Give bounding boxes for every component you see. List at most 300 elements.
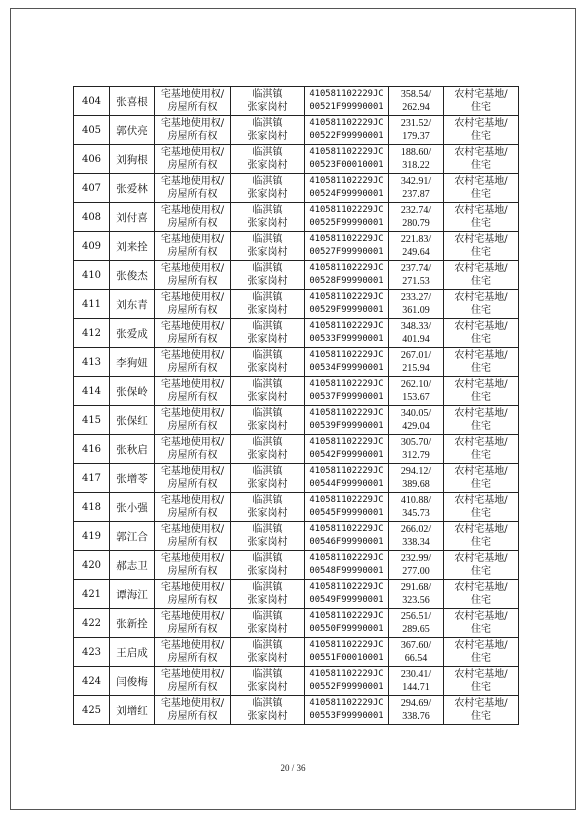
area-cell — [389, 667, 444, 696]
right-type-line-2: 房屋所有权 — [167, 131, 218, 142]
parcel-code-line-2: 00548F99990001 — [309, 566, 384, 576]
area-cell — [389, 261, 444, 290]
parcel-code-line-2: 00524F99990001 — [309, 189, 384, 199]
right-type-line-1: 宅基地使用权/ — [160, 553, 225, 564]
location-line-2: 张家岗村 — [247, 653, 288, 664]
right-type-cell — [155, 87, 231, 116]
location-line-2: 张家岗村 — [247, 247, 288, 258]
location-line-1: 临淇镇 — [252, 234, 283, 245]
land-use-cell — [444, 290, 519, 319]
location-line-2: 张家岗村 — [247, 276, 288, 287]
row-number-cell: 404 — [74, 87, 110, 116]
land-use-line-1: 农村宅基地/ — [454, 408, 508, 419]
land-use-line-1: 农村宅基地/ — [454, 205, 508, 216]
area-cell — [389, 696, 444, 725]
parcel-code-line-1: 410581102229JC — [309, 408, 384, 418]
land-use-line-1: 农村宅基地/ — [454, 698, 508, 709]
area-line-1: 410.88/ — [400, 495, 432, 506]
right-type-line-1: 宅基地使用权/ — [160, 437, 225, 448]
parcel-code-cell — [305, 261, 389, 290]
right-type-line-2: 房屋所有权 — [167, 566, 218, 577]
row-number-cell: 417 — [74, 464, 110, 493]
area-cell — [389, 116, 444, 145]
parcel-code-line-2: 00523F00010001 — [309, 160, 384, 170]
land-use-line-2: 住宅 — [471, 624, 491, 635]
area-cell — [389, 319, 444, 348]
right-type-line-2: 房屋所有权 — [167, 479, 218, 490]
right-type-line-2: 房屋所有权 — [167, 189, 218, 200]
parcel-code-cell — [305, 435, 389, 464]
area-line-1: 262.10/ — [400, 379, 432, 390]
location-line-1: 临淇镇 — [252, 524, 283, 535]
table-row — [74, 319, 519, 348]
location-line-1: 临淇镇 — [252, 263, 283, 274]
registration-table — [73, 86, 519, 725]
area-line-2: 389.68 — [402, 479, 430, 490]
land-use-line-2: 住宅 — [471, 595, 491, 606]
row-number-cell: 425 — [74, 696, 110, 725]
area-line-2: 429.04 — [402, 421, 430, 432]
parcel-code-line-2: 00551F00010001 — [309, 653, 384, 663]
row-number-cell: 406 — [74, 145, 110, 174]
land-use-line-1: 农村宅基地/ — [454, 495, 508, 506]
right-type-cell — [155, 377, 231, 406]
area-cell — [389, 87, 444, 116]
right-type-cell — [155, 638, 231, 667]
land-use-line-1: 农村宅基地/ — [454, 89, 508, 100]
right-type-line-2: 房屋所有权 — [167, 247, 218, 258]
right-type-line-2: 房屋所有权 — [167, 653, 218, 664]
area-line-1: 237.74/ — [400, 263, 432, 274]
row-number-cell: 413 — [74, 348, 110, 377]
land-use-line-2: 住宅 — [471, 160, 491, 171]
table-body — [74, 87, 519, 725]
row-number-cell: 421 — [74, 580, 110, 609]
area-line-1: 348.33/ — [400, 321, 432, 332]
area-cell — [389, 493, 444, 522]
page-number: 20 / 36 — [280, 763, 306, 773]
right-type-line-1: 宅基地使用权/ — [160, 234, 225, 245]
owner-name-cell: 刘狗根 — [110, 145, 155, 174]
parcel-code-line-1: 410581102229JC — [309, 466, 384, 476]
land-use-cell — [444, 319, 519, 348]
land-use-line-1: 农村宅基地/ — [454, 379, 508, 390]
right-type-line-1: 宅基地使用权/ — [160, 176, 225, 187]
land-use-line-2: 住宅 — [471, 102, 491, 113]
area-line-2: 338.34 — [402, 537, 430, 548]
parcel-code-cell — [305, 319, 389, 348]
right-type-cell — [155, 609, 231, 638]
table-row — [74, 116, 519, 145]
parcel-code-line-1: 410581102229JC — [309, 234, 384, 244]
table-row — [74, 551, 519, 580]
location-cell — [231, 87, 305, 116]
location-line-2: 张家岗村 — [247, 537, 288, 548]
row-number-cell: 409 — [74, 232, 110, 261]
right-type-line-1: 宅基地使用权/ — [160, 611, 225, 622]
land-use-line-2: 住宅 — [471, 305, 491, 316]
location-cell — [231, 493, 305, 522]
land-use-line-1: 农村宅基地/ — [454, 669, 508, 680]
right-type-line-1: 宅基地使用权/ — [160, 582, 225, 593]
area-line-2: 262.94 — [402, 102, 430, 113]
area-line-2: 345.73 — [402, 508, 430, 519]
table-row — [74, 203, 519, 232]
location-line-2: 张家岗村 — [247, 682, 288, 693]
land-use-cell — [444, 667, 519, 696]
owner-name-cell: 张喜根 — [110, 87, 155, 116]
location-cell — [231, 551, 305, 580]
location-line-2: 张家岗村 — [247, 624, 288, 635]
location-cell — [231, 464, 305, 493]
location-line-2: 张家岗村 — [247, 566, 288, 577]
row-number-cell: 412 — [74, 319, 110, 348]
right-type-line-2: 房屋所有权 — [167, 508, 218, 519]
area-cell — [389, 290, 444, 319]
parcel-code-cell — [305, 493, 389, 522]
owner-name-cell: 李狗妞 — [110, 348, 155, 377]
land-use-line-2: 住宅 — [471, 392, 491, 403]
land-use-cell — [444, 464, 519, 493]
area-cell — [389, 551, 444, 580]
parcel-code-line-1: 410581102229JC — [309, 89, 384, 99]
land-use-line-1: 农村宅基地/ — [454, 350, 508, 361]
parcel-code-line-2: 00539F99990001 — [309, 421, 384, 431]
area-line-1: 256.51/ — [400, 611, 432, 622]
table-row — [74, 580, 519, 609]
right-type-line-2: 房屋所有权 — [167, 305, 218, 316]
location-cell — [231, 145, 305, 174]
right-type-cell — [155, 145, 231, 174]
area-line-1: 221.83/ — [400, 234, 432, 245]
parcel-code-line-1: 410581102229JC — [309, 118, 384, 128]
owner-name-cell: 刘东青 — [110, 290, 155, 319]
area-cell — [389, 377, 444, 406]
land-use-line-2: 住宅 — [471, 566, 491, 577]
parcel-code-line-2: 00552F99990001 — [309, 682, 384, 692]
location-line-1: 临淇镇 — [252, 292, 283, 303]
location-line-1: 临淇镇 — [252, 669, 283, 680]
land-use-line-1: 农村宅基地/ — [454, 234, 508, 245]
area-line-2: 237.87 — [402, 189, 430, 200]
land-use-cell — [444, 116, 519, 145]
parcel-code-line-1: 410581102229JC — [309, 176, 384, 186]
location-cell — [231, 609, 305, 638]
location-cell — [231, 435, 305, 464]
right-type-cell — [155, 290, 231, 319]
land-use-cell — [444, 609, 519, 638]
location-line-2: 张家岗村 — [247, 711, 288, 722]
parcel-code-line-1: 410581102229JC — [309, 640, 384, 650]
area-line-1: 233.27/ — [400, 292, 432, 303]
area-line-1: 266.02/ — [400, 524, 432, 535]
row-number-cell: 407 — [74, 174, 110, 203]
area-line-1: 291.68/ — [400, 582, 432, 593]
area-line-1: 230.41/ — [400, 669, 432, 680]
location-line-1: 临淇镇 — [252, 176, 283, 187]
area-cell — [389, 145, 444, 174]
location-line-1: 临淇镇 — [252, 118, 283, 129]
parcel-code-cell — [305, 609, 389, 638]
row-number-cell: 410 — [74, 261, 110, 290]
location-line-1: 临淇镇 — [252, 698, 283, 709]
table-row — [74, 174, 519, 203]
owner-name-cell: 张爱成 — [110, 319, 155, 348]
owner-name-cell: 郝志卫 — [110, 551, 155, 580]
parcel-code-cell — [305, 203, 389, 232]
parcel-code-cell — [305, 290, 389, 319]
parcel-code-line-2: 00528F99990001 — [309, 276, 384, 286]
right-type-cell — [155, 406, 231, 435]
area-line-1: 367.60/ — [400, 640, 432, 651]
right-type-line-1: 宅基地使用权/ — [160, 408, 225, 419]
owner-name-cell: 张秋启 — [110, 435, 155, 464]
row-number-cell: 418 — [74, 493, 110, 522]
parcel-code-line-1: 410581102229JC — [309, 524, 384, 534]
land-use-line-1: 农村宅基地/ — [454, 147, 508, 158]
land-use-line-1: 农村宅基地/ — [454, 176, 508, 187]
parcel-code-line-1: 410581102229JC — [309, 437, 384, 447]
land-use-line-1: 农村宅基地/ — [454, 263, 508, 274]
location-line-1: 临淇镇 — [252, 408, 283, 419]
area-line-2: 215.94 — [402, 363, 430, 374]
owner-name-cell: 张新拴 — [110, 609, 155, 638]
parcel-code-cell — [305, 551, 389, 580]
area-line-1: 231.52/ — [400, 118, 432, 129]
owner-name-cell: 张小强 — [110, 493, 155, 522]
row-number-cell: 405 — [74, 116, 110, 145]
right-type-line-1: 宅基地使用权/ — [160, 379, 225, 390]
area-line-2: 401.94 — [402, 334, 430, 345]
land-use-line-1: 农村宅基地/ — [454, 292, 508, 303]
location-cell — [231, 232, 305, 261]
area-cell — [389, 203, 444, 232]
right-type-line-1: 宅基地使用权/ — [160, 89, 225, 100]
area-cell — [389, 232, 444, 261]
right-type-line-1: 宅基地使用权/ — [160, 698, 225, 709]
location-line-2: 张家岗村 — [247, 363, 288, 374]
area-line-1: 294.69/ — [400, 698, 432, 709]
table-row — [74, 145, 519, 174]
land-use-line-2: 住宅 — [471, 189, 491, 200]
parcel-code-line-2: 00521F99990001 — [309, 102, 384, 112]
parcel-code-line-2: 00534F99990001 — [309, 363, 384, 373]
right-type-line-2: 房屋所有权 — [167, 537, 218, 548]
parcel-code-line-2: 00537F99990001 — [309, 392, 384, 402]
parcel-code-cell — [305, 377, 389, 406]
land-use-cell — [444, 580, 519, 609]
right-type-line-1: 宅基地使用权/ — [160, 466, 225, 477]
location-cell — [231, 348, 305, 377]
area-cell — [389, 406, 444, 435]
parcel-code-line-1: 410581102229JC — [309, 205, 384, 215]
location-cell — [231, 261, 305, 290]
location-line-1: 临淇镇 — [252, 350, 283, 361]
location-cell — [231, 290, 305, 319]
land-use-line-1: 农村宅基地/ — [454, 437, 508, 448]
table-row — [74, 87, 519, 116]
location-line-2: 张家岗村 — [247, 421, 288, 432]
land-use-line-2: 住宅 — [471, 653, 491, 664]
table-row — [74, 435, 519, 464]
table-row — [74, 406, 519, 435]
location-line-2: 张家岗村 — [247, 305, 288, 316]
parcel-code-line-1: 410581102229JC — [309, 553, 384, 563]
right-type-cell — [155, 116, 231, 145]
right-type-line-2: 房屋所有权 — [167, 102, 218, 113]
area-line-2: 289.65 — [402, 624, 430, 635]
right-type-line-2: 房屋所有权 — [167, 218, 218, 229]
area-line-2: 66.54 — [404, 653, 428, 664]
owner-name-cell: 谭海江 — [110, 580, 155, 609]
land-use-line-2: 住宅 — [471, 711, 491, 722]
right-type-line-2: 房屋所有权 — [167, 624, 218, 635]
parcel-code-cell — [305, 145, 389, 174]
parcel-code-line-1: 410581102229JC — [309, 669, 384, 679]
parcel-code-line-1: 410581102229JC — [309, 379, 384, 389]
area-line-2: 323.56 — [402, 595, 430, 606]
owner-name-cell: 王启成 — [110, 638, 155, 667]
parcel-code-line-2: 00550F99990001 — [309, 624, 384, 634]
land-use-cell — [444, 145, 519, 174]
land-use-cell — [444, 435, 519, 464]
location-line-2: 张家岗村 — [247, 218, 288, 229]
location-line-1: 临淇镇 — [252, 553, 283, 564]
right-type-cell — [155, 261, 231, 290]
location-line-1: 临淇镇 — [252, 640, 283, 651]
area-line-1: 342.91/ — [400, 176, 432, 187]
table-row — [74, 377, 519, 406]
area-line-2: 361.09 — [402, 305, 430, 316]
area-cell — [389, 174, 444, 203]
location-line-2: 张家岗村 — [247, 508, 288, 519]
area-line-2: 338.76 — [402, 711, 430, 722]
area-line-1: 294.12/ — [400, 466, 432, 477]
row-number-cell: 408 — [74, 203, 110, 232]
area-cell — [389, 580, 444, 609]
table-row — [74, 696, 519, 725]
row-number-cell: 415 — [74, 406, 110, 435]
location-line-1: 临淇镇 — [252, 495, 283, 506]
land-use-line-1: 农村宅基地/ — [454, 611, 508, 622]
table-row — [74, 290, 519, 319]
right-type-line-2: 房屋所有权 — [167, 276, 218, 287]
area-line-2: 144.71 — [402, 682, 430, 693]
right-type-line-1: 宅基地使用权/ — [160, 350, 225, 361]
location-line-1: 临淇镇 — [252, 147, 283, 158]
location-line-1: 临淇镇 — [252, 205, 283, 216]
parcel-code-line-2: 00542F99990001 — [309, 450, 384, 460]
table-row — [74, 609, 519, 638]
right-type-cell — [155, 174, 231, 203]
table-row — [74, 638, 519, 667]
right-type-line-1: 宅基地使用权/ — [160, 147, 225, 158]
row-number-cell: 414 — [74, 377, 110, 406]
parcel-code-line-1: 410581102229JC — [309, 582, 384, 592]
right-type-line-2: 房屋所有权 — [167, 392, 218, 403]
land-use-line-1: 农村宅基地/ — [454, 582, 508, 593]
right-type-line-1: 宅基地使用权/ — [160, 118, 225, 129]
parcel-code-line-2: 00525F99990001 — [309, 218, 384, 228]
parcel-code-cell — [305, 667, 389, 696]
right-type-cell — [155, 203, 231, 232]
right-type-cell — [155, 464, 231, 493]
location-line-1: 临淇镇 — [252, 466, 283, 477]
land-use-line-1: 农村宅基地/ — [454, 640, 508, 651]
land-use-cell — [444, 493, 519, 522]
right-type-line-1: 宅基地使用权/ — [160, 495, 225, 506]
location-cell — [231, 116, 305, 145]
right-type-line-2: 房屋所有权 — [167, 421, 218, 432]
location-line-1: 临淇镇 — [252, 437, 283, 448]
location-cell — [231, 696, 305, 725]
location-line-1: 临淇镇 — [252, 379, 283, 390]
owner-name-cell: 郭伏亮 — [110, 116, 155, 145]
parcel-code-line-2: 00533F99990001 — [309, 334, 384, 344]
right-type-line-2: 房屋所有权 — [167, 334, 218, 345]
location-line-2: 张家岗村 — [247, 131, 288, 142]
right-type-cell — [155, 580, 231, 609]
area-line-1: 267.01/ — [400, 350, 432, 361]
row-number-cell: 411 — [74, 290, 110, 319]
owner-name-cell: 张增苓 — [110, 464, 155, 493]
right-type-line-2: 房屋所有权 — [167, 363, 218, 374]
land-use-line-1: 农村宅基地/ — [454, 466, 508, 477]
location-cell — [231, 406, 305, 435]
row-number-cell: 420 — [74, 551, 110, 580]
land-use-line-1: 农村宅基地/ — [454, 118, 508, 129]
land-use-cell — [444, 348, 519, 377]
area-line-2: 153.67 — [402, 392, 430, 403]
right-type-line-1: 宅基地使用权/ — [160, 640, 225, 651]
parcel-code-line-2: 00527F99990001 — [309, 247, 384, 257]
owner-name-cell: 张保岭 — [110, 377, 155, 406]
right-type-cell — [155, 667, 231, 696]
owner-name-cell: 郭江合 — [110, 522, 155, 551]
area-line-2: 271.53 — [402, 276, 430, 287]
owner-name-cell: 刘付喜 — [110, 203, 155, 232]
land-use-line-2: 住宅 — [471, 334, 491, 345]
location-line-2: 张家岗村 — [247, 450, 288, 461]
area-line-2: 280.79 — [402, 218, 430, 229]
land-use-line-1: 农村宅基地/ — [454, 321, 508, 332]
area-line-1: 340.05/ — [400, 408, 432, 419]
right-type-line-2: 房屋所有权 — [167, 682, 218, 693]
area-line-2: 249.64 — [402, 247, 430, 258]
location-line-2: 张家岗村 — [247, 479, 288, 490]
location-line-2: 张家岗村 — [247, 334, 288, 345]
area-line-1: 305.70/ — [400, 437, 432, 448]
area-line-2: 179.37 — [402, 131, 430, 142]
owner-name-cell: 张爱林 — [110, 174, 155, 203]
right-type-line-2: 房屋所有权 — [167, 595, 218, 606]
area-cell — [389, 348, 444, 377]
land-use-cell — [444, 522, 519, 551]
location-cell — [231, 667, 305, 696]
land-use-line-2: 住宅 — [471, 131, 491, 142]
right-type-line-2: 房屋所有权 — [167, 160, 218, 171]
location-line-2: 张家岗村 — [247, 160, 288, 171]
area-cell — [389, 522, 444, 551]
location-cell — [231, 580, 305, 609]
parcel-code-line-2: 00553F99990001 — [309, 711, 384, 721]
right-type-line-2: 房屋所有权 — [167, 450, 218, 461]
parcel-code-cell — [305, 464, 389, 493]
row-number-cell: 423 — [74, 638, 110, 667]
location-line-1: 临淇镇 — [252, 582, 283, 593]
right-type-cell — [155, 232, 231, 261]
table-row — [74, 261, 519, 290]
